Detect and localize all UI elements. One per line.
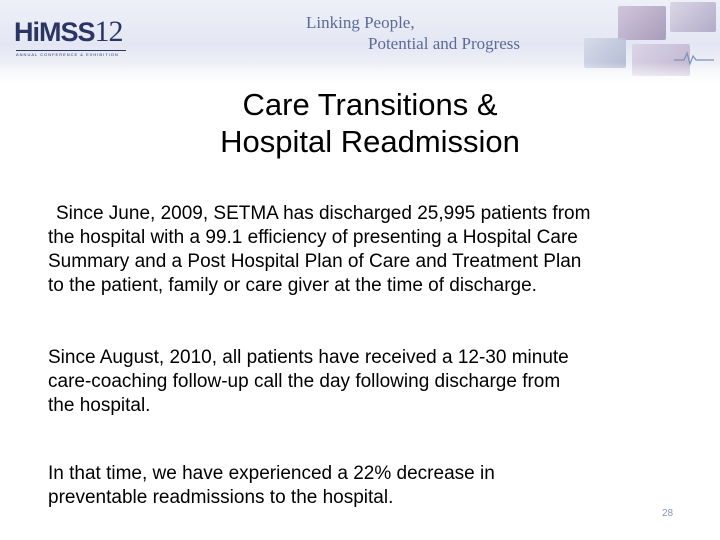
paragraph-discharge-summary [48,202,678,298]
paragraph-line: Since June, 2009, SETMA has discharged 25,995 patients from [56,203,591,224]
slide-title [120,86,620,160]
tagline-line-2: Potential and Progress [368,34,521,53]
photo-clinician [618,6,666,40]
header-fade [0,62,720,82]
page-number: 28 [662,508,674,519]
tagline-line-1: Linking People, [306,13,415,32]
paragraph-readmission-decrease [48,462,678,510]
paragraph-line: Summary and a Post Hospital Plan of Care and Treatment Plan [48,251,582,272]
title-line-1: Care Transitions & [242,87,498,122]
tagline [306,12,566,54]
logo-text: HiMSS [14,17,95,47]
paragraph-line: Since August, 2010, all patients have received a 12-30 minute [48,347,569,368]
paragraph-line: the hospital. [48,395,151,416]
paragraph-follow-up-call [48,346,678,418]
logo-number: 12 [94,15,123,48]
logo-divider [16,50,126,51]
himss12-logo [14,16,126,64]
logo-subtitle: ANNUAL CONFERENCE & EXHIBITION [16,52,119,57]
paragraph-line: In that time, we have experienced a 22% decrease in [48,463,495,484]
paragraph-line: to the patient, family or care giver at the time of discharge. [48,275,537,296]
paragraph-line: the hospital with a 99.1 efficiency of presenting a Hospital Care [48,227,578,248]
photo-tablet [670,2,716,32]
header-banner [0,0,720,82]
paragraph-line: care-coaching follow-up call the day following discharge from [48,371,561,392]
paragraph-line: preventable readmissions to the hospital. [48,487,394,508]
logo-wordmark [14,16,123,48]
title-line-2: Hospital Readmission [220,124,520,159]
